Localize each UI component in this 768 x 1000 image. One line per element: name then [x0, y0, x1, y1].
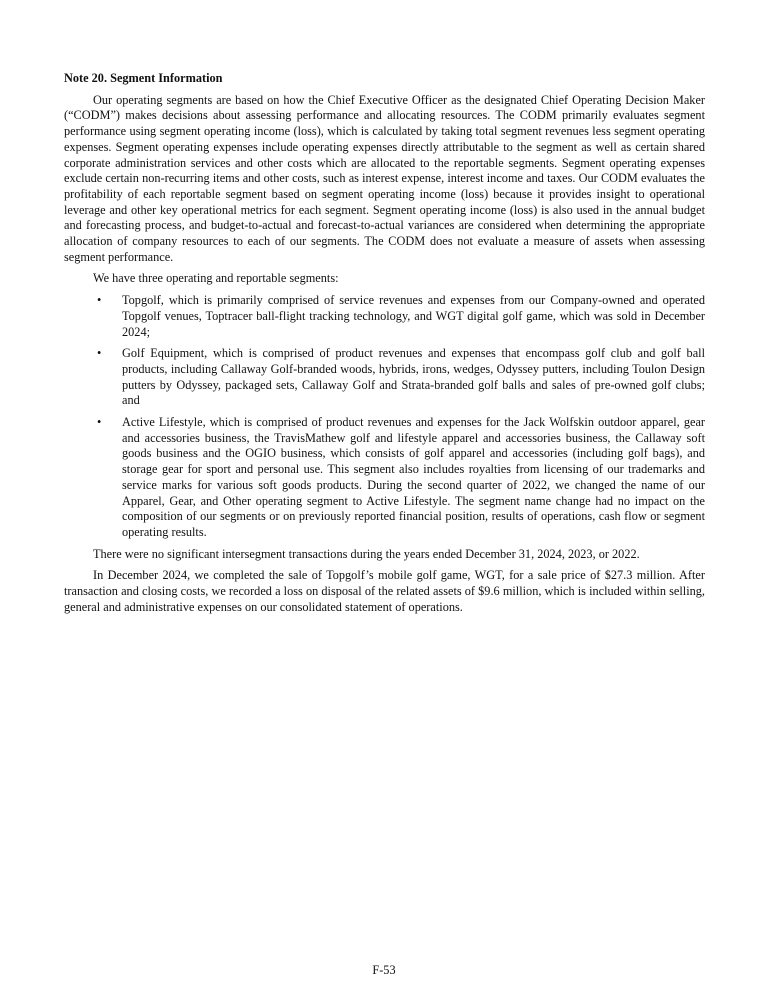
segment-list-item	[64, 293, 705, 340]
document-page	[64, 71, 705, 622]
segment-list-item	[64, 415, 705, 541]
bullet-icon: •	[97, 293, 102, 308]
segment-list-item	[64, 346, 705, 409]
bullet-icon: •	[97, 415, 102, 430]
segments-lead-paragraph: We have three operating and reportable segments:	[93, 271, 339, 286]
page-number: F-53	[372, 963, 396, 977]
wgt-sale-paragraph: In December 2024, we completed the sale of Topgolf’s mobile golf game, WGT, for a sale price of $27.3 million. After transaction and closing costs, we recorded a loss on disposal of the related assets of $9.6 million, which is included within selling, general and administrative expenses on our consolidated statement of operations.	[64, 568, 705, 614]
intersegment-paragraph: There were no significant intersegment transactions during the years ended December 31, 2024, 2023, or 2022.	[93, 546, 640, 561]
intro-paragraph: Our operating segments are based on how the Chief Executive Officer as the designated Chief Operating Decision Maker (“CODM”) makes decisions about assessing performance and allocating resources. The CODM primarily evaluates segment performance using segment operating income (loss), which is calculated by taking total segment revenues less segment operating expenses. Segment operating expenses include operating expenses directly attributable to the segment as well as certain shared corporate administration services and other costs which are allocated to the reportable segments. Segment operating expenses exclude certain non-recurring items and other costs, such as interest expense, interest income and taxes. Our CODM evaluates the profitability of each reportable segment based on segment operating income (loss) because it provides insight to operational leverage and other key operational metrics for each segment. Segment operating income (loss) is also used in the annual budget and forecasting process, and budget-to-actual and forecast-to-actual variances are considered when determining the appropriate allocation of company resources to each of our segments. The CODM does not evaluate a measure of assets when assessing segment performance.	[64, 92, 705, 264]
segment-description: Topgolf, which is primarily comprised of service revenues and expenses from our Company-owned and operated Topgolf venues, Toptracer ball-flight tracking technology, and WGT digital golf game, which was sold in December 2024;	[122, 293, 705, 339]
segment-description: Golf Equipment, which is comprised of product revenues and expenses that encompass golf club and golf ball products, including Callaway Golf-branded woods, hybrids, irons, wedges, Odyssey putters, including Toulon Design putters by Odyssey, packaged sets, Callaway Golf and Strata-branded golf balls and sales of pre-owned golf clubs; and	[122, 346, 705, 408]
segment-description: Active Lifestyle, which is comprised of product revenues and expenses for the Jack Wolfskin outdoor apparel, gear and accessories business, the TravisMathew golf and lifestyle apparel and accessories business, the Callaway soft goods business and the OGIO business, which consists of golf apparel and accessories (including golf bags), and storage gear for sport and personal use. This segment also includes royalties from licensing of our trademarks and service marks for various soft goods products. During the second quarter of 2022, we changed the name of our Apparel, Gear, and Other operating segment to Active Lifestyle. The segment name change had no impact on the composition of our segments or on previously reported financial position, results of operations, cash flow or segment operating results.	[122, 415, 705, 539]
segment-list	[64, 293, 705, 541]
bullet-icon: •	[97, 346, 102, 361]
section-heading: Note 20. Segment Information	[64, 71, 223, 85]
